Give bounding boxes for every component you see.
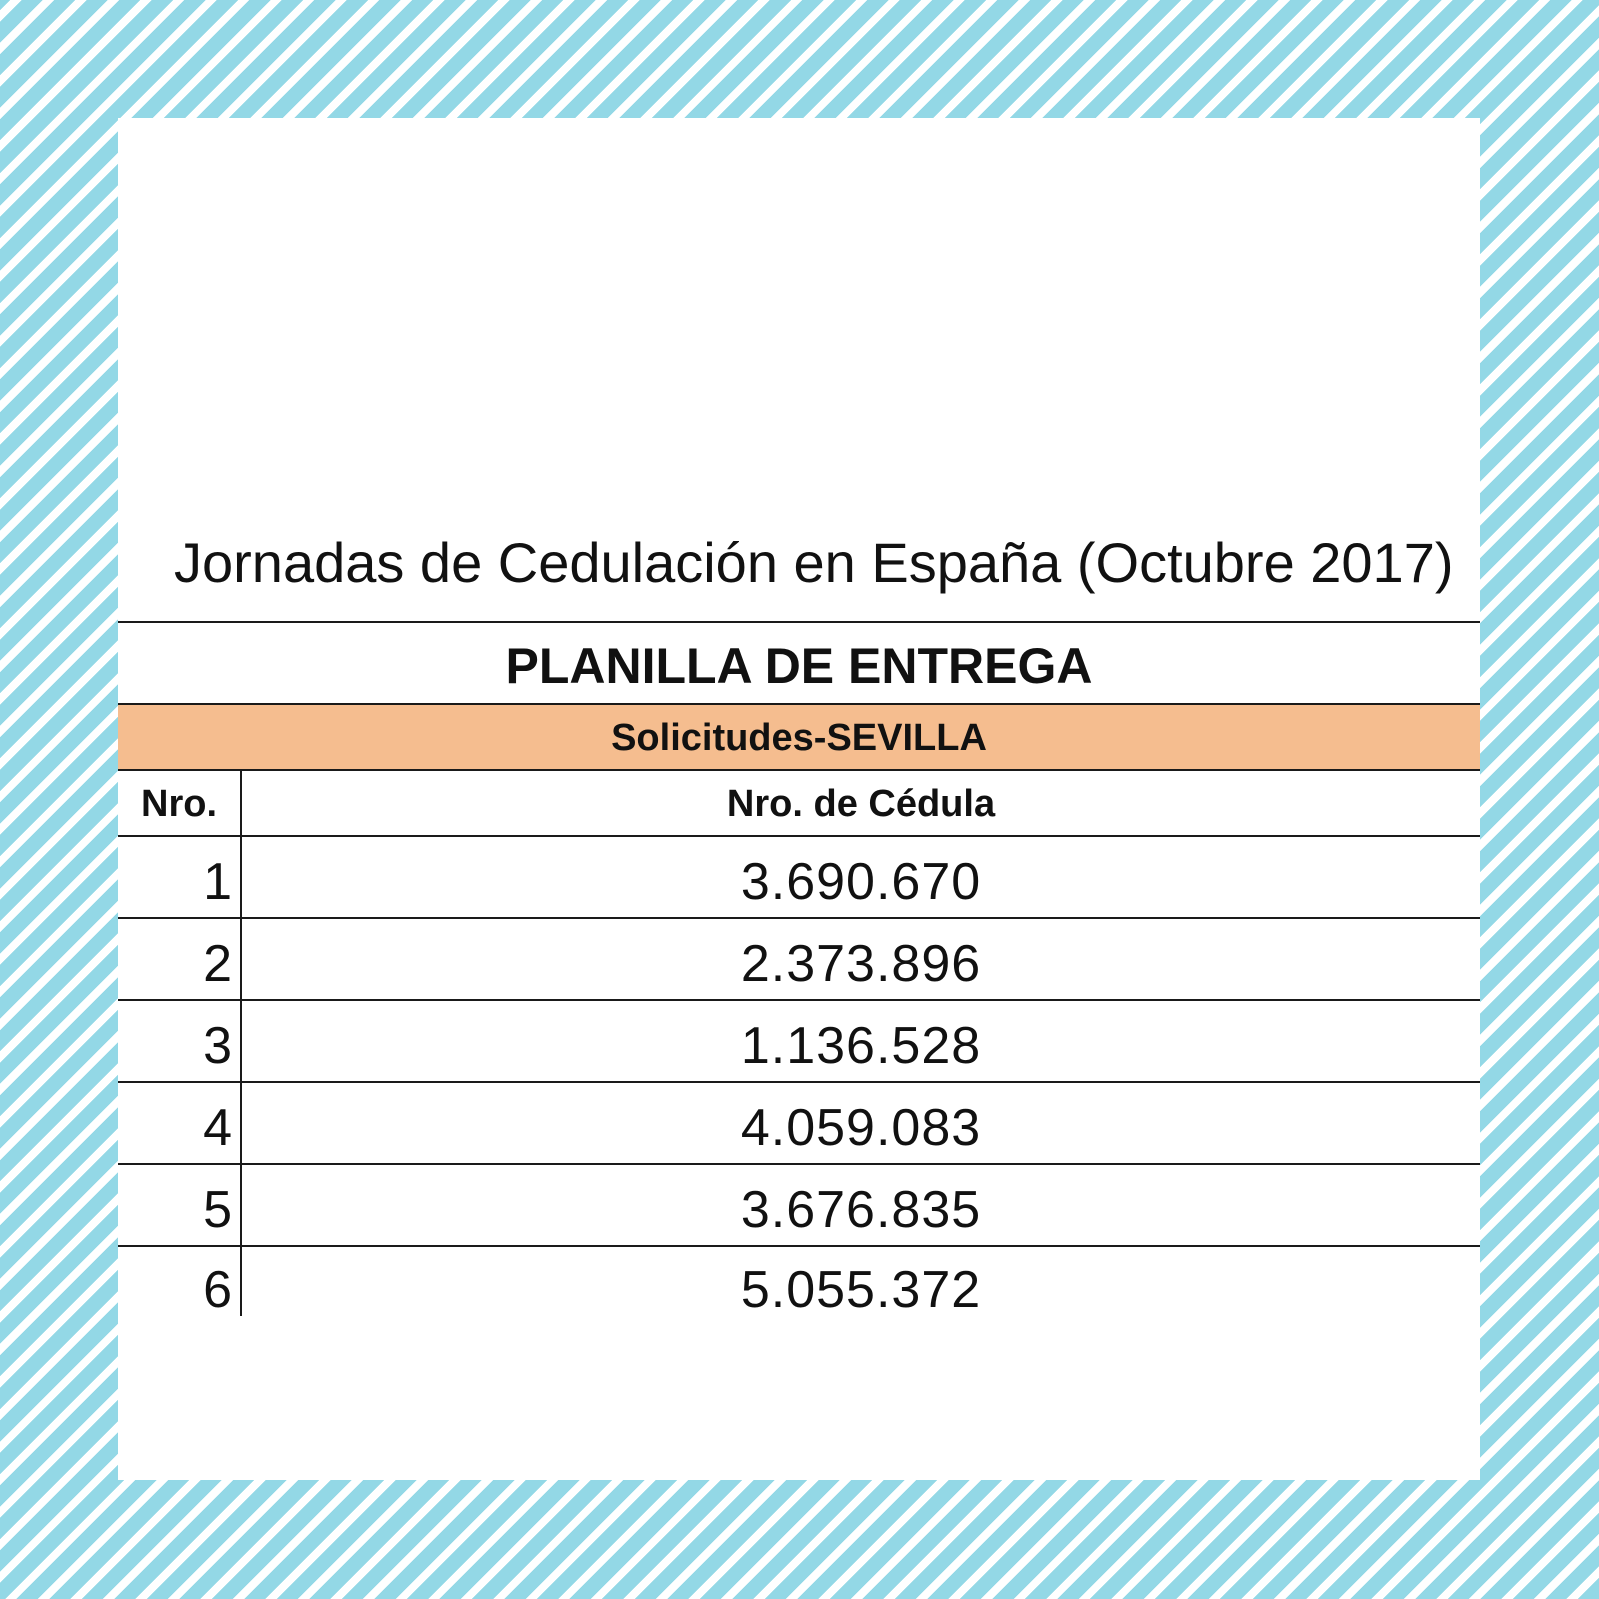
cedula-number: 4.059.083: [740, 1099, 982, 1157]
document-card: [118, 118, 1480, 1480]
table-row: [118, 919, 1480, 999]
column-header-nro: Nro.: [141, 783, 217, 825]
column-header-cedula: Nro. de Cédula: [726, 783, 996, 825]
cedula-number: 3.690.670: [740, 853, 982, 911]
table-row: [118, 1001, 1480, 1081]
row-number: 3: [203, 1017, 232, 1075]
group-title: Solicitudes-SEVILLA: [611, 717, 987, 759]
cedula-number: 3.676.835: [740, 1181, 982, 1239]
cedula-number: 1.136.528: [740, 1017, 982, 1075]
table-row: [118, 837, 1480, 917]
row-number: 2: [203, 935, 232, 993]
row-number: 4: [203, 1099, 232, 1157]
document-title: Jornadas de Cedulación en España (Octubre 2017): [174, 531, 1454, 594]
sheet-title: PLANILLA DE ENTREGA: [505, 638, 1093, 694]
cedula-number: 2.373.896: [740, 935, 982, 993]
table-row: [118, 1083, 1480, 1163]
table-row: [118, 1245, 1480, 1325]
row-number: 1: [203, 853, 232, 911]
cedula-number: 5.055.372: [740, 1261, 982, 1319]
row-number: 5: [203, 1181, 232, 1239]
row-number: 6: [203, 1261, 232, 1319]
table-row: [118, 1165, 1480, 1245]
